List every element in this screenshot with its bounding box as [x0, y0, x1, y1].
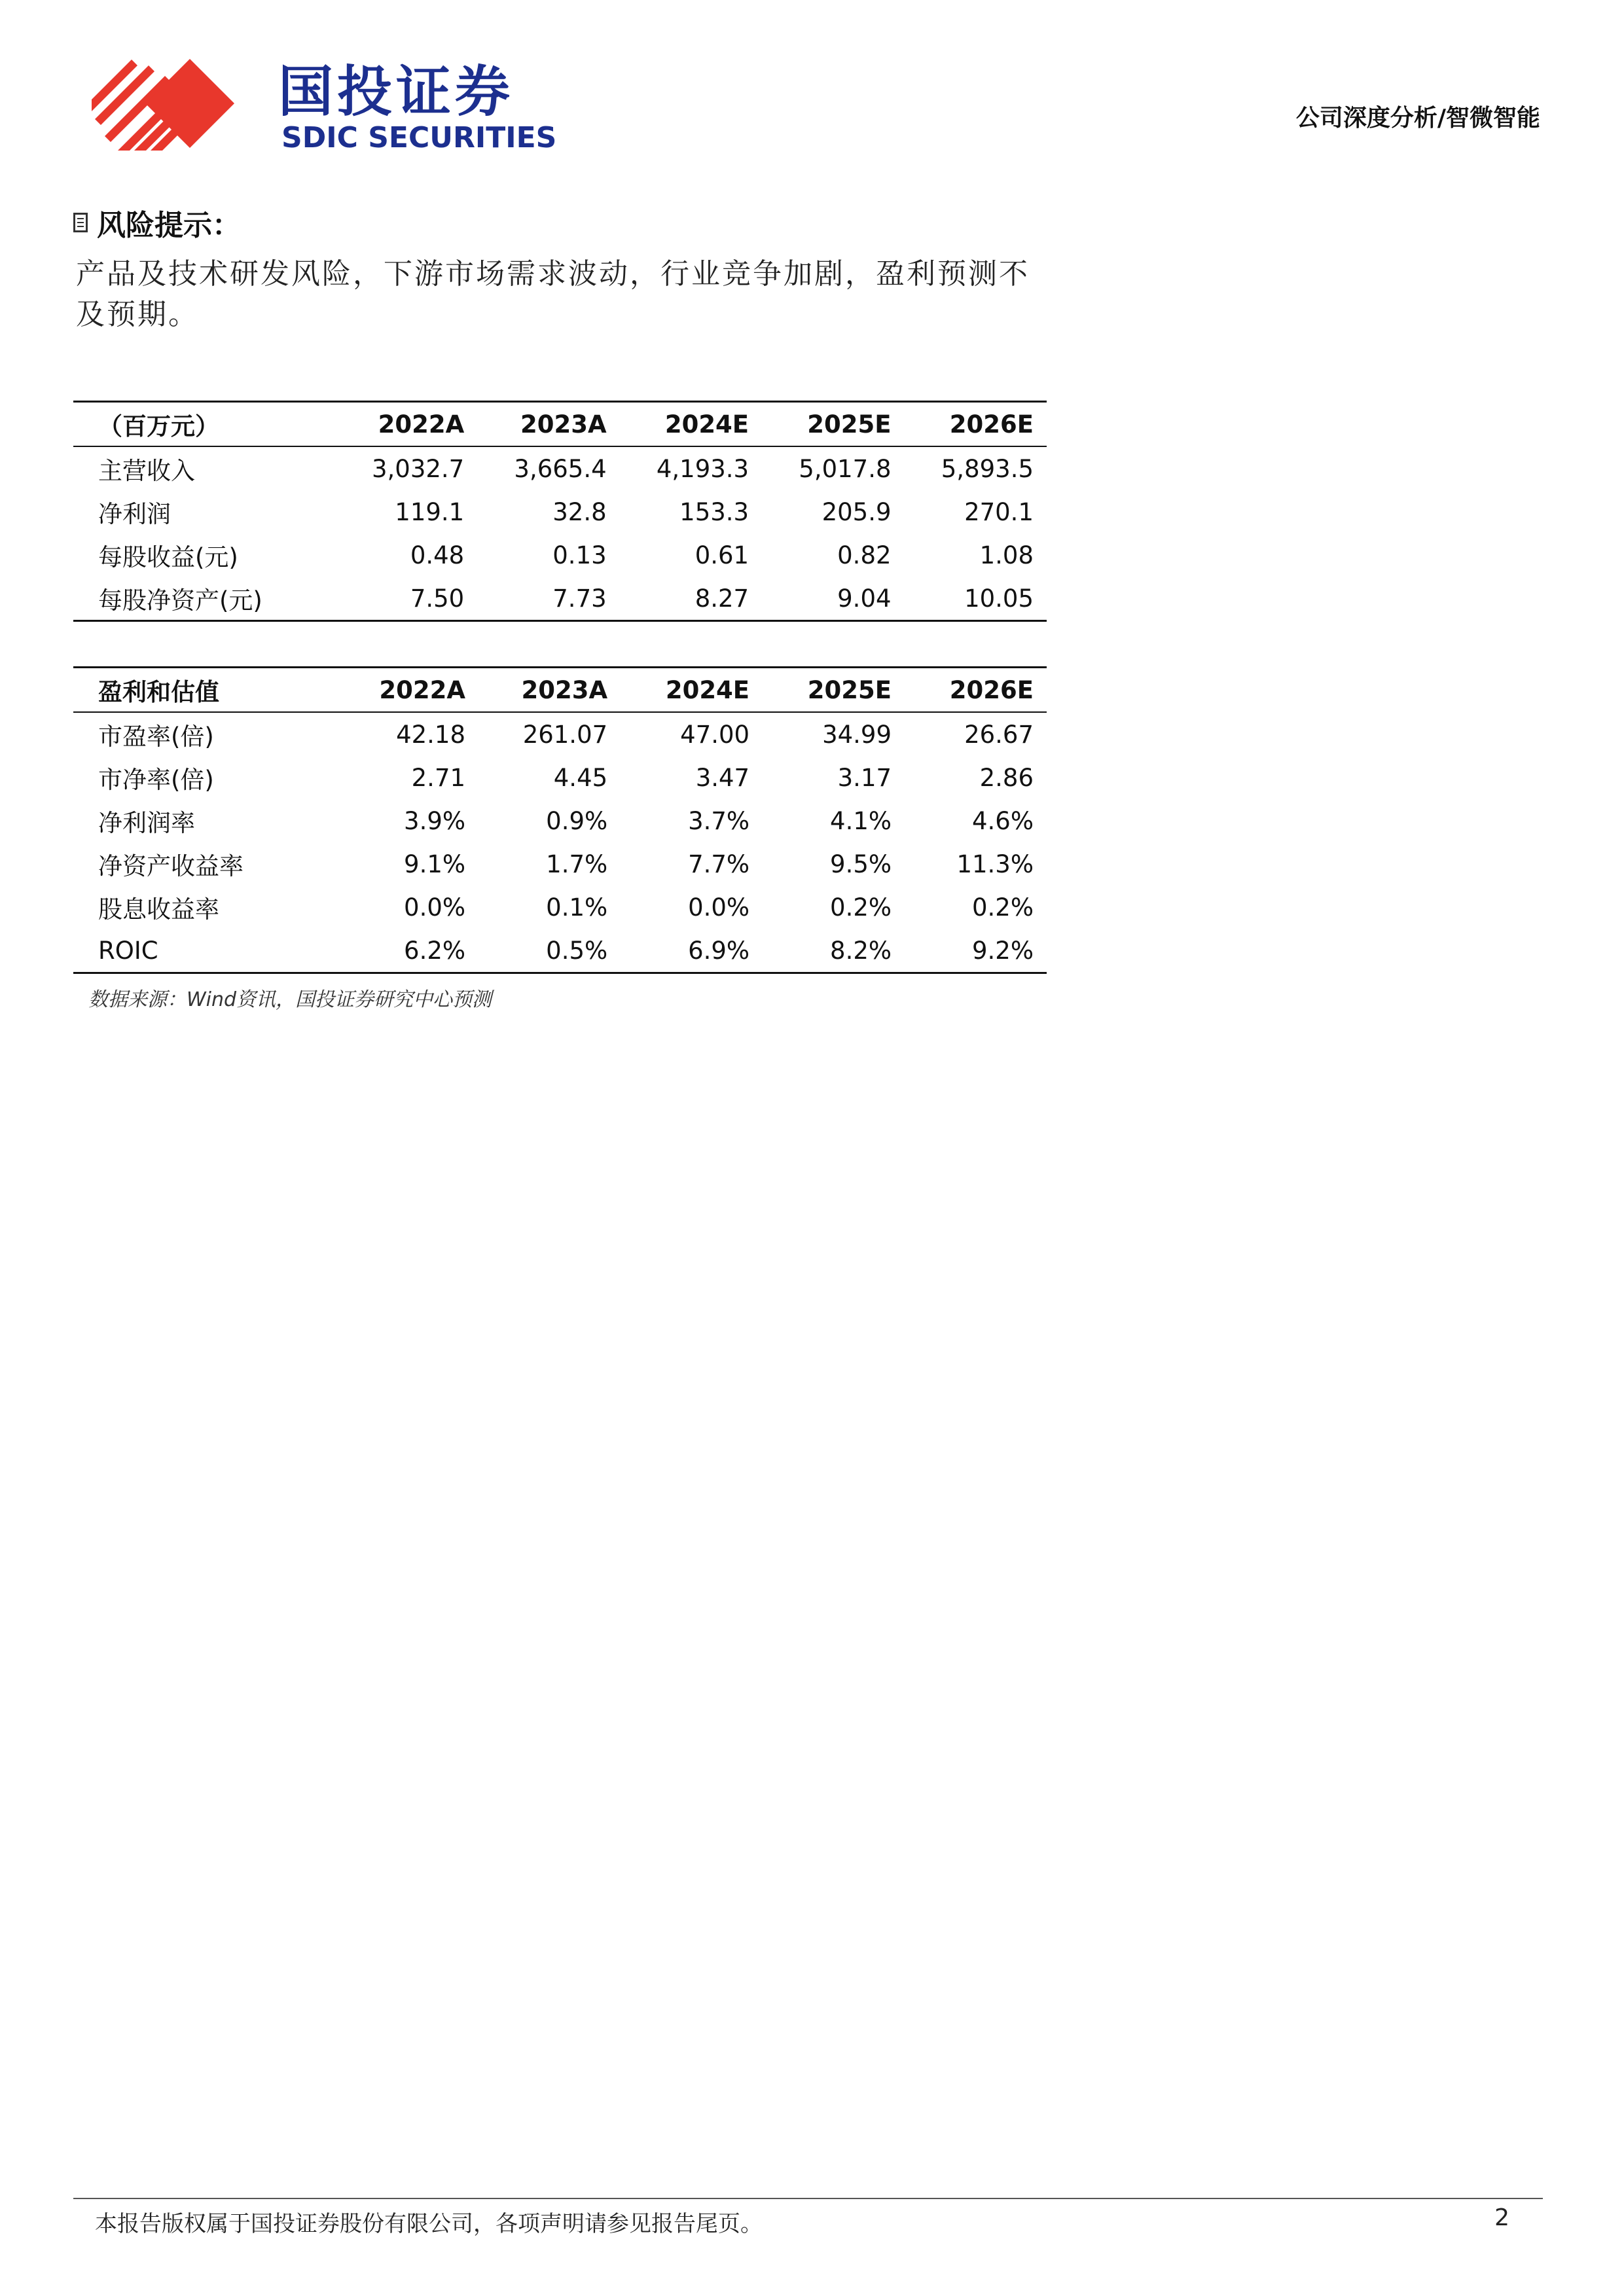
- column-header: 2025E: [762, 402, 904, 447]
- table-row: [73, 842, 1047, 886]
- table-cell: 10.05: [905, 577, 1047, 621]
- financial-summary-table: [73, 401, 1047, 622]
- table-cell: 9.2%: [905, 929, 1047, 973]
- table-cell: 8.2%: [763, 929, 905, 973]
- table-cell: 7.7%: [688, 850, 750, 878]
- column-header: 2025E: [763, 668, 905, 713]
- table-cell: 42.18: [396, 720, 466, 749]
- table-cell: 0.0%: [404, 893, 466, 922]
- table-row: [73, 490, 1047, 533]
- row-label: 净利润: [98, 500, 171, 528]
- table-cell: 6.2%: [336, 929, 478, 973]
- table-header-row: [73, 668, 1047, 713]
- table-row: [73, 886, 1047, 929]
- table-cell: 11.3%: [956, 850, 1034, 878]
- column-header: 2023A: [477, 402, 619, 447]
- table-cell: 0.13: [552, 541, 607, 569]
- row-label: 市净率(倍): [98, 766, 214, 794]
- risk-heading-text: 风险提示：: [97, 209, 241, 242]
- table-cell: 4.6%: [972, 806, 1034, 835]
- row-label: 股息收益率: [98, 895, 219, 924]
- table-row: [73, 929, 1047, 973]
- table-row: [73, 446, 1047, 490]
- data-source-note: 数据来源：Wind资讯，国投证券研究中心预测: [88, 988, 492, 1011]
- logo-chinese-text: 国投证券: [278, 60, 514, 124]
- column-header: 2023A: [478, 668, 621, 713]
- table-row: [73, 799, 1047, 842]
- table-cell: 26.67: [964, 720, 1034, 749]
- table-cell: 7.73: [477, 577, 619, 621]
- column-header: 2022A: [335, 402, 477, 447]
- column-header: 2024E: [620, 402, 762, 447]
- column-header: 2026E: [905, 668, 1047, 713]
- table-cell: 4.1%: [830, 806, 892, 835]
- table-cell: 1.08: [979, 541, 1034, 569]
- table-cell: 0.5%: [478, 929, 621, 973]
- table-cell: 205.9: [821, 497, 892, 526]
- valuation-table: [73, 666, 1047, 974]
- table-cell: 270.1: [964, 497, 1034, 526]
- table-cell: 8.27: [620, 577, 762, 621]
- footer-disclaimer: 本报告版权属于国投证券股份有限公司，各项声明请参见报告尾页。: [95, 2211, 763, 2237]
- table-cell: 3,032.7: [371, 454, 465, 483]
- risk-heading: [73, 202, 241, 243]
- company-logo: [92, 59, 557, 154]
- table-cell: 3.7%: [688, 806, 750, 835]
- risk-description: 产品及技术研发风险，下游市场需求波动，行业竞争加剧，盈利预测不及预期。: [76, 257, 1030, 331]
- table-cell: 5,893.5: [941, 454, 1034, 483]
- table-cell: 3,665.4: [514, 454, 607, 483]
- table-cell: 261.07: [522, 720, 608, 749]
- table-cell: 9.5%: [830, 850, 892, 878]
- table-cell: 34.99: [822, 720, 892, 749]
- table-row: [73, 577, 1047, 621]
- row-label: 每股净资产(元): [73, 577, 335, 621]
- table-cell: 5,017.8: [799, 454, 892, 483]
- table-cell: 3.9%: [404, 806, 466, 835]
- table-cell: 0.82: [837, 541, 892, 569]
- table-cell: 2.71: [411, 763, 466, 792]
- column-header: 盈利和估值: [73, 668, 336, 713]
- table-cell: 0.1%: [546, 893, 608, 922]
- column-header: 2022A: [336, 668, 478, 713]
- table-row: [73, 712, 1047, 756]
- row-label: 市盈率(倍): [98, 723, 214, 751]
- table-cell: 2.86: [979, 763, 1034, 792]
- table-cell: 9.04: [762, 577, 904, 621]
- row-label: 净资产收益率: [98, 852, 244, 880]
- footer-divider: [73, 2198, 1543, 2199]
- table-cell: 4.45: [553, 763, 608, 792]
- row-label: ROIC: [73, 929, 336, 973]
- table-cell: 1.7%: [546, 850, 608, 878]
- table-cell: 0.0%: [688, 893, 750, 922]
- table-header-row: [73, 402, 1047, 447]
- table-cell: 0.61: [695, 541, 749, 569]
- table-cell: 47.00: [680, 720, 750, 749]
- table-cell: 0.9%: [546, 806, 608, 835]
- table-cell: 153.3: [679, 497, 749, 526]
- table-row: [73, 756, 1047, 799]
- table-cell: 4,193.3: [656, 454, 749, 483]
- table-cell: 0.2%: [830, 893, 892, 922]
- table-cell: 0.2%: [972, 893, 1034, 922]
- report-type-label: 公司深度分析/智微智能: [1295, 105, 1540, 132]
- table-cell: 6.9%: [621, 929, 763, 973]
- table-cell: 3.47: [695, 763, 750, 792]
- table-cell: 119.1: [395, 497, 465, 526]
- table-row: [73, 533, 1047, 577]
- table-cell: 32.8: [552, 497, 607, 526]
- logo-english-text: SDIC SECURITIES: [281, 121, 557, 154]
- column-header: 2024E: [621, 668, 763, 713]
- table-cell: 3.17: [837, 763, 892, 792]
- column-header: （百万元）: [73, 402, 335, 447]
- page-number: 2: [1494, 2204, 1509, 2231]
- row-label: 净利润率: [98, 809, 195, 837]
- table-cell: 9.1%: [404, 850, 466, 878]
- table-cell: 7.50: [335, 577, 477, 621]
- row-label: 主营收入: [98, 457, 195, 485]
- column-header: 2026E: [905, 402, 1047, 447]
- document-icon: [73, 213, 88, 232]
- logo-mark-icon: [92, 59, 268, 151]
- table-cell: 0.48: [410, 541, 465, 569]
- row-label: 每股收益(元): [98, 543, 238, 571]
